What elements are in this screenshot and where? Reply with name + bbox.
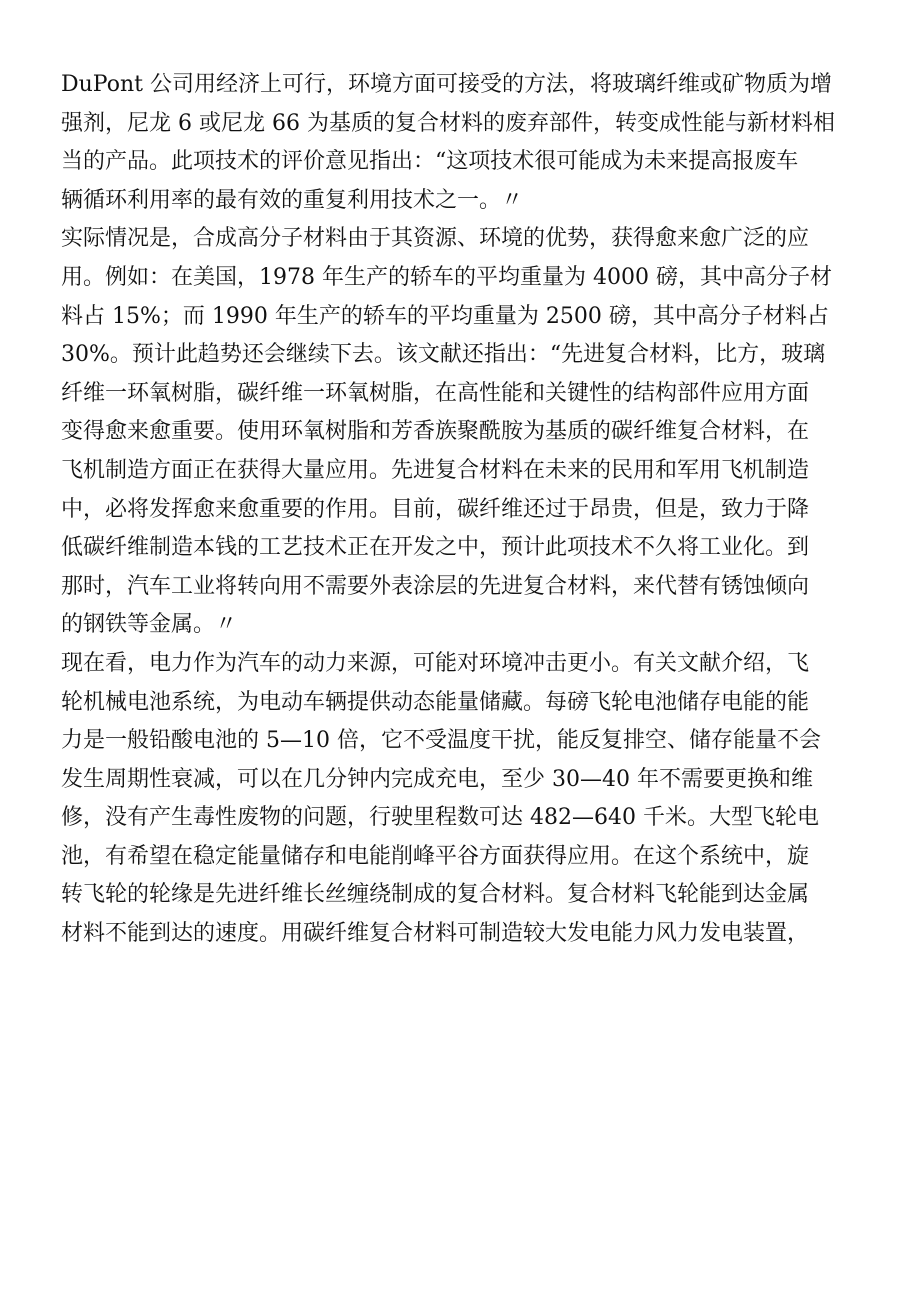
text-line: 30%。预计此趋势还会继续下去。该文献还指出：“先进复合材料，比方，玻璃 (61, 342, 826, 368)
text-line: 飞机制造方面正在获得大量应用。先进复合材料在未来的民用和军用飞机制造 (61, 457, 810, 483)
text-line: 转飞轮的轮缘是先进纤维长丝缠绕制成的复合材料。复合材料飞轮能到达金属 (61, 882, 810, 908)
text-line: 修，没有产生毒性废物的问题，行驶里程数可达 482—640 千米。大型飞轮电 (61, 805, 819, 831)
text-line: 轮机械电池系统，为电动车辆提供动态能量储藏。每磅飞轮电池储存电能的能 (61, 689, 810, 715)
text-line: 变得愈来愈重要。使用环氧树脂和芳香族聚酰胺为基质的碳纤维复合材料，在 (61, 419, 810, 445)
text-line: 的钢铁等金属。〃 (61, 612, 238, 638)
text-line: 力是一般铅酸电池的 5—10 倍，它不受温度干扰，能反复排空、储存能量不会 (61, 728, 821, 754)
text-line: 强剂，尼龙 6 或尼龙 66 为基质的复合材料的废弃部件，转变成性能与新材料相 (61, 110, 835, 136)
paragraph-flywheel-battery (61, 645, 857, 954)
text-line: 当的产品。此项技术的评价意见指出：“这项技术很可能成为未来提高报废车 (61, 149, 799, 175)
text-line: 用。例如：在美国，1978 年生产的轿车的平均重量为 4000 磅，其中高分子材 (61, 264, 832, 290)
text-line: 材料不能到达的速度。用碳纤维复合材料可制造较大发电能力风力发电装置， (61, 921, 810, 947)
document-body (61, 66, 857, 954)
paragraph-polymer-materials (61, 220, 857, 645)
text-line: 实际情况是，合成高分子材料由于其资源、环境的优势，获得愈来愈广泛的应 (61, 226, 810, 252)
text-line: 纤维一环氧树脂，碳纤维一环氧树脂，在高性能和关键性的结构部件应用方面 (61, 380, 810, 406)
text-line: 中，必将发挥愈来愈重要的作用。目前，碳纤维还过于昂贵，但是，致力于降 (61, 496, 810, 522)
text-line: 低碳纤维制造本钱的工艺技术正在开发之中，预计此项技术不久将工业化。到 (61, 535, 810, 561)
paragraph-dupont-recycling (61, 66, 857, 220)
text-line: 池，有希望在稳定能量储存和电能削峰平谷方面获得应用。在这个系统中，旋 (61, 843, 810, 869)
text-line: 那时，汽车工业将转向用不需要外表涂层的先进复合材料，来代替有锈蚀倾向 (61, 573, 810, 599)
text-line: DuPont 公司用经济上可行，环境方面可接受的方法，将玻璃纤维或矿物质为增 (61, 72, 832, 97)
text-line: 料占 15%；而 1990 年生产的轿车的平均重量为 2500 磅，其中高分子材料占 (61, 303, 829, 329)
text-line: 发生周期性衰减，可以在几分钟内完成充电，至少 30—40 年不需要更换和维 (61, 766, 813, 792)
text-line: 辆循环利用率的最有效的重复利用技术之一。〃 (61, 187, 524, 213)
text-line: 现在看，电力作为汽车的动力来源，可能对环境冲击更小。有关文献介绍，飞 (61, 650, 810, 676)
